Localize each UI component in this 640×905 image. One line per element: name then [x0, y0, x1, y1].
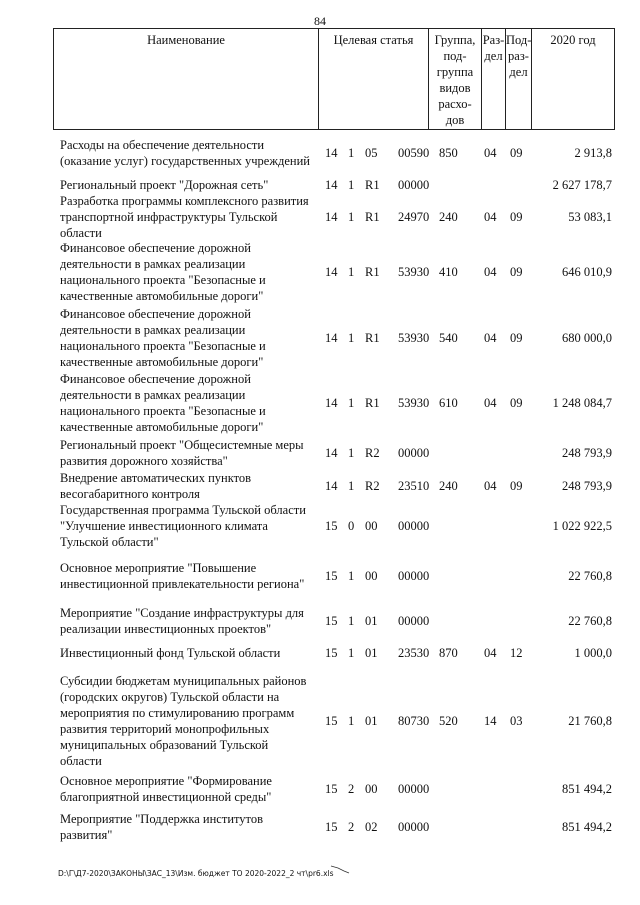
- table-header: [53, 28, 615, 130]
- row-name-line: качественные автомобильные дороги": [60, 355, 264, 369]
- row-name-line: благоприятной инвестиционной среды": [60, 790, 272, 804]
- table-row: [53, 773, 615, 805]
- group-code: 850: [439, 146, 458, 160]
- podrazdel-code: 09: [510, 331, 523, 345]
- file-path-footer: D:\Г\Д7-2020\ЗАКОНЫ\ЗАС_13\Изм. бюджет ТО 2020-2022_2 чт\pr6.xls: [58, 869, 334, 878]
- amount-2020: 680 000,0: [562, 331, 612, 345]
- table-row: [53, 371, 615, 435]
- code-measure: R1: [365, 265, 380, 279]
- razdel-code: 04: [484, 210, 497, 224]
- podrazdel-code: 09: [510, 210, 523, 224]
- code-expense: 00000: [398, 569, 430, 583]
- code-subprogram: 1: [348, 331, 355, 345]
- row-name: [60, 437, 320, 469]
- code-measure: R1: [365, 396, 380, 410]
- amount-2020: 646 010,9: [562, 265, 612, 279]
- group-code: 240: [439, 479, 458, 493]
- podrazdel-code: 09: [510, 146, 523, 160]
- row-name-line: Основное мероприятие "Повышение: [60, 561, 257, 575]
- code-measure: R1: [365, 210, 380, 224]
- pen-mark-icon: [330, 864, 350, 874]
- header-podrazdel-line: дел: [509, 65, 528, 79]
- code-program: 15: [325, 646, 338, 660]
- row-name: [60, 240, 320, 304]
- row-name-line: Мероприятие "Поддержка институтов: [60, 812, 264, 826]
- group-code: 610: [439, 396, 458, 410]
- code-measure: 00: [365, 782, 378, 796]
- row-name: [60, 306, 320, 370]
- row-name-line: Региональный проект "Дорожная сеть": [60, 178, 269, 192]
- table-row: [53, 673, 615, 769]
- code-subprogram: 1: [348, 178, 355, 192]
- table-row: [53, 306, 615, 370]
- header-podrazdel-line: раз-: [508, 49, 529, 63]
- header-group-line: видов: [439, 81, 471, 95]
- row-name: [60, 645, 320, 661]
- row-name: [60, 673, 320, 769]
- code-program: 15: [325, 714, 338, 728]
- row-name-line: Расходы на обеспечение деятельности: [60, 138, 265, 152]
- row-name-line: Финансовое обеспечение дорожной: [60, 307, 251, 321]
- code-subprogram: 1: [348, 265, 355, 279]
- code-program: 14: [325, 396, 338, 410]
- row-name-line: транспортной инфраструктуры Тульской: [60, 210, 278, 224]
- table-row: [53, 470, 615, 502]
- amount-2020: 851 494,2: [562, 820, 612, 834]
- razdel-code: 04: [484, 396, 497, 410]
- header-year: [531, 29, 615, 129]
- code-measure: 00: [365, 569, 378, 583]
- code-program: 15: [325, 820, 338, 834]
- header-group-line: дов: [445, 113, 465, 127]
- amount-2020: 1 248 084,7: [552, 396, 612, 410]
- podrazdel-code: 09: [510, 479, 523, 493]
- code-measure: R1: [365, 331, 380, 345]
- razdel-code: 04: [484, 265, 497, 279]
- code-expense: 80730: [398, 714, 430, 728]
- row-name-line: Финансовое обеспечение дорожной: [60, 372, 251, 386]
- code-expense: 53930: [398, 331, 430, 345]
- code-measure: 01: [365, 714, 378, 728]
- amount-2020: 2 627 178,7: [552, 178, 612, 192]
- row-name-line: Мероприятие "Создание инфраструктуры для: [60, 606, 304, 620]
- row-name: [60, 470, 320, 502]
- row-name: [60, 193, 320, 241]
- table-row: [53, 502, 615, 550]
- amount-2020: 1 000,0: [574, 646, 612, 660]
- row-name-line: деятельности в рамках реализации: [60, 257, 246, 271]
- amount-2020: 2 913,8: [574, 146, 612, 160]
- header-razdel-line: дел: [484, 49, 503, 63]
- code-subprogram: 1: [348, 614, 355, 628]
- header-razdel-line: Раз-: [482, 33, 505, 47]
- table-row: [53, 811, 615, 843]
- group-code: 520: [439, 714, 458, 728]
- row-name-line: "Улучшение инвестиционного климата: [60, 519, 268, 533]
- header-group-line: группа: [436, 65, 474, 79]
- code-subprogram: 1: [348, 479, 355, 493]
- row-name-line: Тульской области": [60, 535, 159, 549]
- table-row: [53, 605, 615, 637]
- group-code: 870: [439, 646, 458, 660]
- podrazdel-code: 03: [510, 714, 523, 728]
- header-year-label: 2020 год: [550, 33, 596, 47]
- code-program: 15: [325, 569, 338, 583]
- row-name-line: муниципальных образований Тульской: [60, 738, 269, 752]
- code-subprogram: 1: [348, 210, 355, 224]
- header-name: [53, 29, 318, 129]
- header-group-line: Группа,: [434, 33, 476, 47]
- amount-2020: 21 760,8: [568, 714, 612, 728]
- code-measure: R2: [365, 446, 380, 460]
- row-name-line: инвестиционной привлекательности региона": [60, 577, 305, 591]
- amount-2020: 851 494,2: [562, 782, 612, 796]
- table-row: [53, 240, 615, 304]
- razdel-code: 04: [484, 479, 497, 493]
- row-name: [60, 811, 320, 843]
- code-expense: 00000: [398, 178, 430, 192]
- code-expense: 24970: [398, 210, 430, 224]
- razdel-code: 04: [484, 646, 497, 660]
- code-subprogram: 1: [348, 446, 355, 460]
- table-row: [53, 137, 615, 169]
- header-group-line: расхо-: [438, 97, 472, 111]
- row-name: [60, 773, 320, 805]
- code-expense: 53930: [398, 265, 430, 279]
- code-expense: 00000: [398, 519, 430, 533]
- row-name-line: области: [60, 226, 102, 240]
- table-row: [53, 645, 615, 661]
- header-podrazdel: [505, 29, 531, 129]
- row-name-line: Финансовое обеспечение дорожной: [60, 241, 251, 255]
- razdel-code: 04: [484, 331, 497, 345]
- code-measure: 00: [365, 519, 378, 533]
- row-name-line: качественные автомобильные дороги": [60, 420, 264, 434]
- code-measure: 02: [365, 820, 378, 834]
- header-group-line: под-: [443, 49, 467, 63]
- amount-2020: 53 083,1: [568, 210, 612, 224]
- code-subprogram: 1: [348, 146, 355, 160]
- row-name: [60, 371, 320, 435]
- table-row: [53, 560, 615, 592]
- code-program: 14: [325, 146, 338, 160]
- row-name: [60, 560, 320, 592]
- code-expense: 53930: [398, 396, 430, 410]
- group-code: 540: [439, 331, 458, 345]
- page-number: 84: [314, 14, 326, 28]
- header-target: [318, 29, 428, 129]
- code-expense: 00000: [398, 446, 430, 460]
- code-subprogram: 2: [348, 782, 355, 796]
- header-name-label: Наименование: [147, 33, 225, 47]
- amount-2020: 248 793,9: [562, 446, 612, 460]
- code-subprogram: 0: [348, 519, 355, 533]
- amount-2020: 22 760,8: [568, 569, 612, 583]
- row-name-line: области: [60, 754, 102, 768]
- code-program: 15: [325, 782, 338, 796]
- razdel-code: 14: [484, 714, 497, 728]
- code-program: 14: [325, 331, 338, 345]
- code-subprogram: 1: [348, 396, 355, 410]
- row-name: [60, 177, 320, 193]
- code-program: 14: [325, 210, 338, 224]
- code-subprogram: 1: [348, 569, 355, 583]
- row-name-line: Государственная программа Тульской области: [60, 503, 306, 517]
- row-name-line: Инвестиционный фонд Тульской области: [60, 646, 281, 660]
- code-program: 14: [325, 479, 338, 493]
- row-name-line: развития территорий монопрофильных: [60, 722, 270, 736]
- code-measure: R1: [365, 178, 380, 192]
- table-row: [53, 193, 615, 241]
- row-name-line: Внедрение автоматических пунктов: [60, 471, 252, 485]
- code-expense: 00590: [398, 146, 430, 160]
- amount-2020: 248 793,9: [562, 479, 612, 493]
- group-code: 240: [439, 210, 458, 224]
- row-name-line: национального проекта "Безопасные и: [60, 404, 266, 418]
- table-row: [53, 177, 615, 193]
- row-name-line: Основное мероприятие "Формирование: [60, 774, 272, 788]
- code-measure: R2: [365, 479, 380, 493]
- code-program: 15: [325, 519, 338, 533]
- table-row: [53, 437, 615, 469]
- code-expense: 00000: [398, 782, 430, 796]
- code-program: 15: [325, 614, 338, 628]
- podrazdel-code: 12: [510, 646, 523, 660]
- row-name-line: (оказание услуг) государственных учреждений: [60, 154, 310, 168]
- row-name: [60, 605, 320, 637]
- row-name-line: развития": [60, 828, 113, 842]
- code-expense: 00000: [398, 614, 430, 628]
- code-expense: 23530: [398, 646, 430, 660]
- podrazdel-code: 09: [510, 396, 523, 410]
- group-code: 410: [439, 265, 458, 279]
- header-razdel: [481, 29, 505, 129]
- row-name-line: национального проекта "Безопасные и: [60, 339, 266, 353]
- code-subprogram: 2: [348, 820, 355, 834]
- code-program: 14: [325, 265, 338, 279]
- code-subprogram: 1: [348, 646, 355, 660]
- row-name-line: весогабаритного контроля: [60, 487, 200, 501]
- razdel-code: 04: [484, 146, 497, 160]
- row-name-line: Региональный проект "Общесистемные меры: [60, 438, 304, 452]
- code-measure: 05: [365, 146, 378, 160]
- row-name-line: национального проекта "Безопасные и: [60, 273, 266, 287]
- row-name: [60, 502, 320, 550]
- row-name-line: развития дорожного хозяйства": [60, 454, 228, 468]
- code-expense: 23510: [398, 479, 430, 493]
- row-name-line: (городских округов) Тульской области на: [60, 690, 280, 704]
- code-measure: 01: [365, 646, 378, 660]
- amount-2020: 22 760,8: [568, 614, 612, 628]
- header-target-label: Целевая статья: [333, 33, 414, 47]
- code-measure: 01: [365, 614, 378, 628]
- row-name-line: деятельности в рамках реализации: [60, 323, 246, 337]
- row-name-line: качественные автомобильные дороги": [60, 289, 264, 303]
- row-name-line: мероприятия по стимулированию программ: [60, 706, 295, 720]
- code-expense: 00000: [398, 820, 430, 834]
- row-name-line: деятельности в рамках реализации: [60, 388, 246, 402]
- code-program: 14: [325, 178, 338, 192]
- header-podrazdel-line: Под-: [506, 33, 532, 47]
- row-name-line: Субсидии бюджетам муниципальных районов: [60, 674, 307, 688]
- code-program: 14: [325, 446, 338, 460]
- row-name-line: реализации инвестиционных проектов": [60, 622, 272, 636]
- row-name: [60, 137, 320, 169]
- header-group: [428, 29, 481, 129]
- code-subprogram: 1: [348, 714, 355, 728]
- row-name-line: Разработка программы комплексного развития: [60, 194, 309, 208]
- podrazdel-code: 09: [510, 265, 523, 279]
- amount-2020: 1 022 922,5: [552, 519, 612, 533]
